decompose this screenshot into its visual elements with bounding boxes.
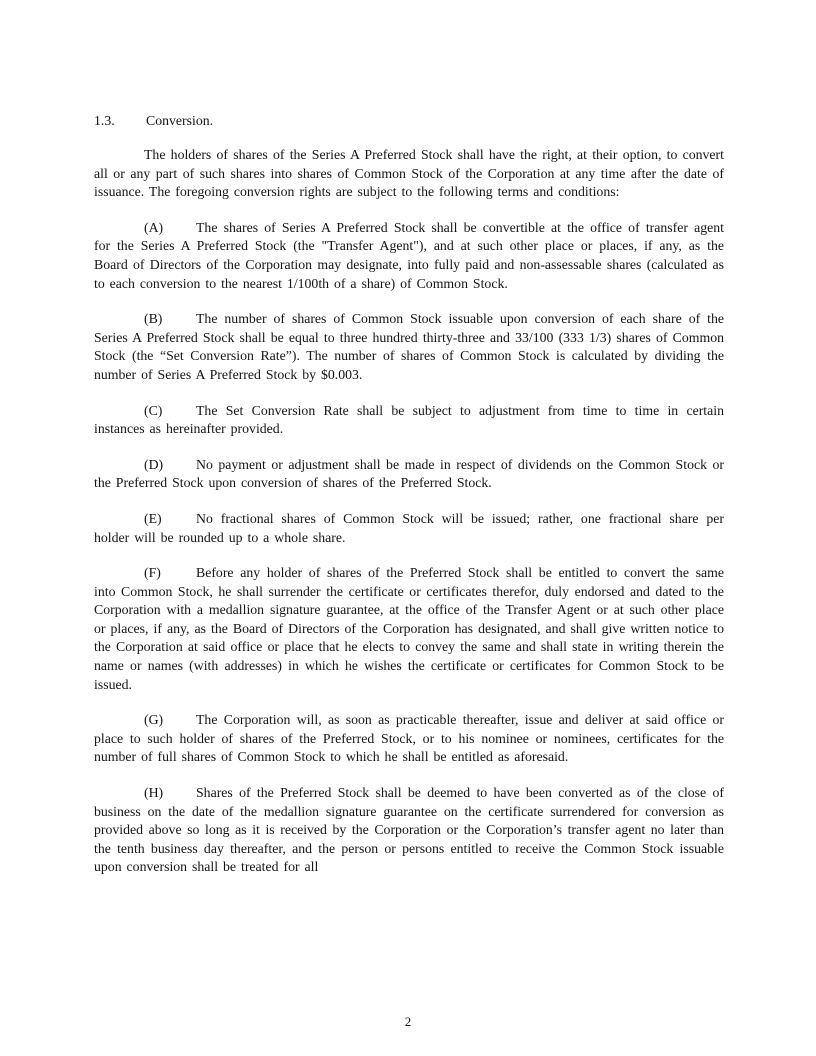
- clause-text: The Set Conversion Rate shall be subject to adjustment from time to time in certain instances as hereinafter provided.: [94, 402, 724, 437]
- clause-label: (E): [144, 510, 162, 526]
- clause-label: (D): [144, 456, 164, 472]
- clause-paragraph-b: [94, 310, 724, 384]
- clause-label: (F): [144, 565, 161, 581]
- clause-text: Before any holder of shares of the Preferred Stock shall be entitled to convert the same into Common Stock, he shall surrender the certificate or certificates therefor, duly endorsed and dated to the Corporation with a medallion signature guarantee, at the office of the Transfer Agent or at such other place or places, if any, as the Board of Directors of the Corporation has designated, and shall give written notice to the Corporation at said office or place that he elects to convey the same and shall state in writing therein the name or names (with addresses) in which he wishes the certificate or certificates for Common Stock to be issued.: [94, 565, 724, 692]
- clause-text: Shares of the Preferred Stock shall be deemed to have been converted as of the close of business on the date of the medallion signature guarantee on the certificate surrendered for conversion as provided above so long as it is received by the Corporation or the Corporation’s transfer agent no later than the tenth business day thereafter, and the person or persons entitled to receive the Common Stock issuable upon conversion shall be treated for all: [94, 785, 724, 875]
- section-number: 1.3.: [94, 113, 115, 128]
- clause-label: (H): [144, 785, 164, 801]
- clause-label: (B): [144, 311, 163, 327]
- page-number: 2: [404, 1014, 412, 1029]
- clause-text: The Corporation will, as soon as practicable thereafter, issue and deliver at said office or place to such holder of shares of the Preferred Stock, or to his nominee or nominees, certificates for the number of full shares of Common Stock to which he shall be entitled as aforesaid.: [94, 712, 724, 765]
- clause-label: (C): [144, 402, 163, 418]
- clause-text: No payment or adjustment shall be made in respect of dividends on the Common Stock or the Preferred Stock upon conversion of shares of the Preferred Stock.: [94, 456, 724, 491]
- clause-paragraph-e: [94, 510, 724, 547]
- section-title: Conversion.: [146, 113, 214, 128]
- clause-text: The number of shares of Common Stock issuable upon conversion of each share of the Series A Preferred Stock shall be equal to three hundred thirty-three and 33/100 (333 1/3) shares of Common Stock (the “Set Conversion Rate”). The number of shares of Common Stock is calculated by dividing the number of Series A Preferred Stock by $0.003.: [94, 311, 724, 382]
- clause-paragraph-h: [94, 784, 724, 877]
- document-content: [94, 112, 724, 877]
- clause-paragraph-f: [94, 564, 724, 694]
- clause-label: (A): [144, 219, 164, 235]
- clause-paragraph-d: [94, 456, 724, 493]
- clause-text: No fractional shares of Common Stock will be issued; rather, one fractional share per holder will be rounded up to a whole share.: [94, 510, 724, 545]
- clause-paragraph-g: [94, 711, 724, 767]
- intro-text: The holders of shares of the Series A Preferred Stock shall have the right, at their option, to convert all or any part of such shares into shares of Common Stock of the Corporation at any time after the date of issuance. The foregoing conversion rights are subject to the following terms and conditions:: [94, 147, 724, 200]
- clause-text: The shares of Series A Preferred Stock shall be convertible at the office of transfer agent for the Series A Preferred Stock (the "Transfer Agent"), and at such other place or places, if any, as the Board of Directors of the Corporation may designate, into fully paid and non-assessable shares (calculated as to each conversion to the nearest 1/100th of a share) of Common Stock.: [94, 219, 724, 291]
- clause-paragraph-a: [94, 219, 724, 293]
- intro-paragraph: [94, 146, 724, 202]
- clause-label: (G): [144, 712, 164, 728]
- section-heading: [94, 112, 724, 130]
- clause-paragraph-c: [94, 402, 724, 439]
